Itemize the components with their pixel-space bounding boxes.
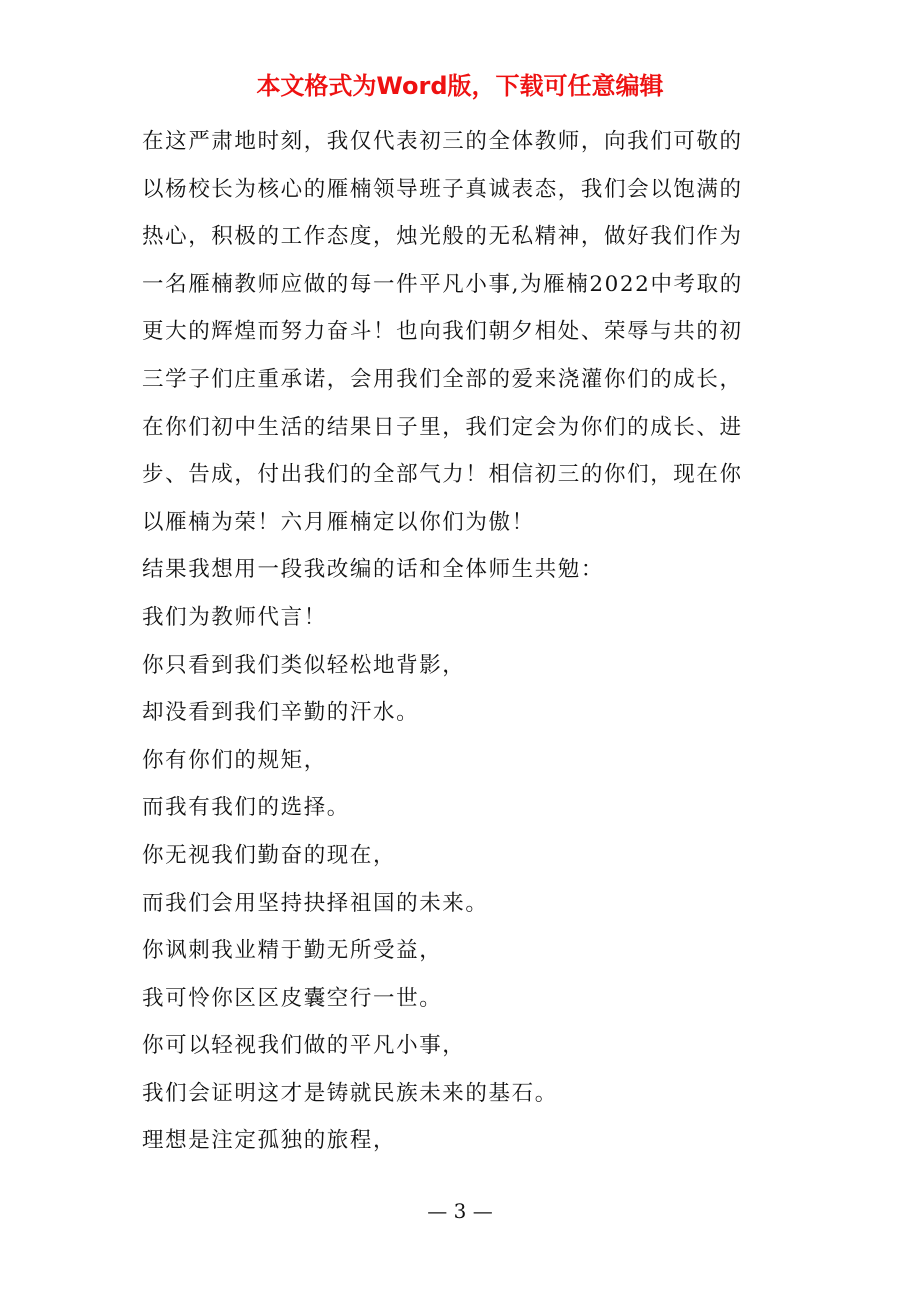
paragraph-line: 步、告成，付出我们的全部气力！相信初三的你们，现在你 — [142, 462, 743, 488]
paragraph-line: 更大的辉煌而努力奋斗！也向我们朝夕相处、荣辱与共的初 — [142, 319, 743, 345]
paragraph-line: 在这严肃地时刻，我仅代表初三的全体教师，向我们可敬的 — [142, 129, 743, 154]
paragraph-line: 热心，积极的工作态度，烛光般的无私精神，做好我们作为 — [142, 224, 743, 250]
poem-line: 我可怜你区区皮囊空行一世。 — [142, 985, 443, 1011]
poem-line: 我们会证明这才是铸就民族未来的基石。 — [142, 1080, 558, 1106]
poem-line: 你可以轻视我们做的平凡小事， — [142, 1033, 466, 1059]
poem-line: 而我们会用坚持抉择祖国的未来。 — [142, 890, 489, 916]
paragraph-line: 以雁楠为荣！六月雁楠定以你们为傲！ — [142, 509, 535, 535]
paragraph-line: 结果我想用一段我改编的话和全体师生共勉： — [142, 557, 605, 583]
paragraph-line: 在你们初中生活的结果日子里，我们定会为你们的成长、进 — [142, 414, 743, 440]
paragraph-line: 一名雁楠教师应做的每一件平凡小事,为雁楠2022中考取的 — [142, 271, 743, 297]
poem-line: 你只看到我们类似轻松地背影， — [142, 652, 466, 678]
poem-line: 而我有我们的选择。 — [142, 795, 350, 821]
document-body — [142, 118, 792, 1165]
page-number: — 3 — — [427, 1199, 493, 1223]
poem-line: 你无视我们勤奋的现在， — [142, 842, 397, 868]
paragraph-line: 三学子们庄重承诺，会用我们全部的爱来浇灌你们的成长， — [142, 366, 743, 392]
poem-line: 理想是注定孤独的旅程， — [142, 1128, 397, 1154]
poem-line: 我们为教师代言！ — [142, 604, 327, 630]
poem-line: 你讽刺我业精于勤无所受益， — [142, 938, 443, 964]
format-notice-header: 本文格式为Word版，下载可任意编辑 — [256, 72, 664, 100]
poem-line: 却没看到我们辛勤的汗水。 — [142, 700, 420, 726]
poem-line: 你有你们的规矩， — [142, 747, 327, 773]
paragraph-line: 以杨校长为核心的雁楠领导班子真诚表态，我们会以饱满的 — [142, 176, 743, 202]
